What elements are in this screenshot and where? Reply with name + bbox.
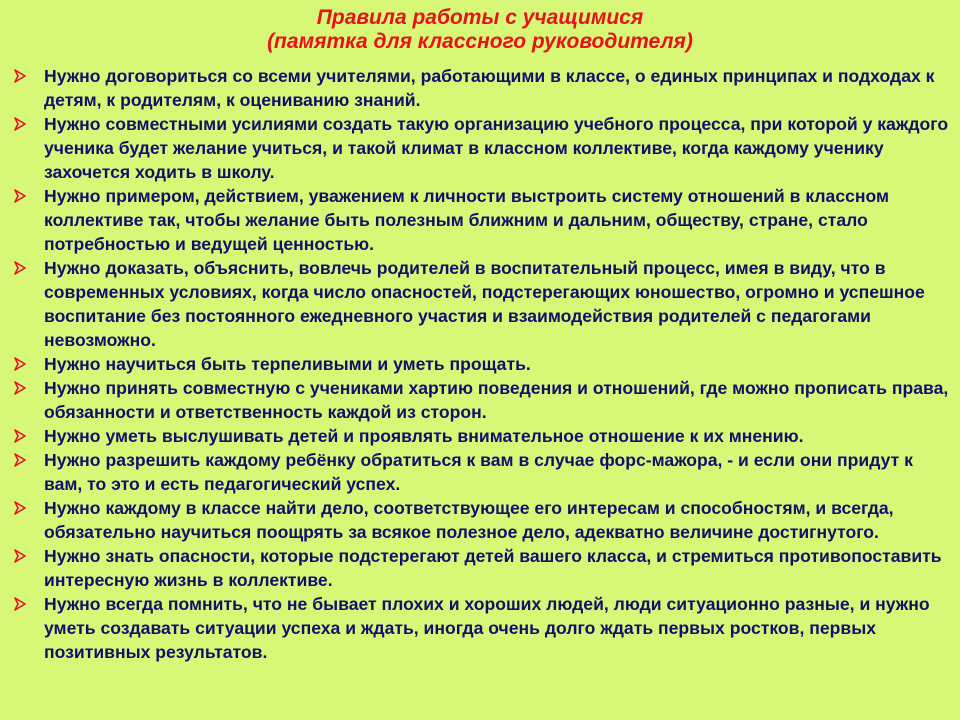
title-line-subtitle: (памятка для классного руководителя) [267,30,693,53]
arrowhead-bullet-icon [10,376,30,400]
rule-item [8,64,953,112]
arrowhead-bullet-icon [10,256,30,280]
arrowhead-bullet-icon [10,64,30,88]
title-line-main: Правила работы с учащимися [316,6,644,29]
rule-item [8,256,953,352]
rule-item [8,352,953,376]
arrowhead-bullet-icon [10,352,30,376]
rule-item [8,184,953,256]
rule-text: Нужно договориться со всеми учителями, работающими в классе, о единых принципах и подходах к детям, к родителям, к оцениванию знаний. [44,66,935,110]
rule-text: Нужно каждому в классе найти дело, соответствующее его интересам и способностям, и всегда, обязательно научиться поощрять за всякое полезное дело, адекватно величине достигнутого. [44,498,894,542]
rule-text: Нужно совместными усилиями создать такую организацию учебного процесса, при которой у каждого ученика будет желание учиться, и такой климат в классном коллективе, когда каждому ученику захочется ходить в школу. [44,114,949,182]
arrowhead-bullet-icon [10,184,30,208]
arrowhead-bullet-icon [10,112,30,136]
rule-item [8,376,953,424]
rule-text: Нужно научиться быть терпеливыми и уметь прощать. [44,354,531,374]
arrowhead-bullet-icon [10,592,30,616]
rule-text: Нужно всегда помнить, что не бывает плохих и хороших людей, люди ситуационно разные, и нужно уметь создавать ситуации успеха и ждать, иногда очень долго ждать первых ростков, первых позитивных результатов. [44,594,930,662]
rule-item [8,448,953,496]
arrowhead-bullet-icon [10,424,30,448]
rule-item [8,544,953,592]
rule-text: Нужно знать опасности, которые подстерегают детей вашего класса, и стремиться противопоставить интересную жизнь в коллективе. [44,546,942,590]
arrowhead-bullet-icon [10,448,30,472]
rule-item [8,112,953,184]
rule-item [8,424,953,448]
rule-text: Нужно примером, действием, уважением к личности выстроить систему отношений в классном коллективе так, чтобы желание быть полезным ближним и дальним, обществу, стране, стало потребностью и ведущей ценностью. [44,186,890,254]
arrowhead-bullet-icon [10,544,30,568]
rule-text: Нужно разрешить каждому ребёнку обратиться к вам в случае форс-мажора, - и если они придут к вам, то это и есть педагогический успех. [44,450,913,494]
page-title [0,6,960,54]
rule-text: Нужно принять совместную с учениками хартию поведения и отношений, где можно прописать права, обязанности и ответственность каждой из сторон. [44,378,949,422]
rule-item [8,496,953,544]
rule-item [8,592,953,664]
rule-text: Нужно уметь выслушивать детей и проявлять внимательное отношение к их мнению. [44,426,804,446]
rule-text: Нужно доказать, объяснить, вовлечь родителей в воспитательный процесс, имея в виду, что в современных условиях, когда число опасностей, подстерегающих юношество, огромно и успешное воспитание без постоянного ежедневного участия и взаимодействия родителей с педагогами невозможно. [44,258,925,350]
arrowhead-bullet-icon [10,496,30,520]
rules-list [8,64,953,664]
